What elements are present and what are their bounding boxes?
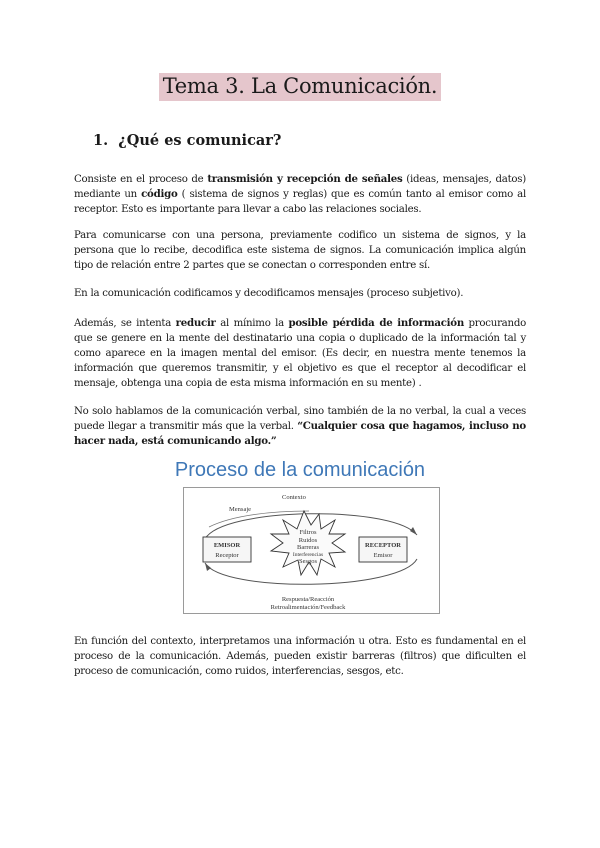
p4-bold-perdida: posible pérdida de información xyxy=(288,317,464,329)
barrier-barreras: Barreras xyxy=(296,544,320,551)
diagram-label-receptor: RECEPTOR xyxy=(365,542,401,549)
diagram-label-emisor: EMISOR xyxy=(213,542,241,549)
barrier-sesgos: Sesgos xyxy=(298,558,318,565)
section-heading xyxy=(93,132,281,149)
diagram-label-emisor-sub: Receptor xyxy=(215,552,239,559)
barrier-ruidos: Ruidos xyxy=(298,537,318,544)
communication-diagram-svg xyxy=(183,487,440,614)
p4-bold-reducir: reducir xyxy=(175,317,216,329)
diagram-label-retro: Retroalimentación/Feedback xyxy=(270,604,346,611)
section-heading-text: ¿Qué es comunicar? xyxy=(118,132,282,149)
communication-diagram xyxy=(183,487,440,614)
paragraph-codification: Para comunicarse con una persona, previamente codifico un sistema de signos, y la persona que lo recibe, decodifica este sistema de signos. La comunicación implica algún tipo de relación entre 2 partes que se conectan o corresponden entre sí. xyxy=(74,230,526,271)
section-number: 1. xyxy=(93,132,109,149)
diagram-label-contexto: Contexto xyxy=(282,494,306,501)
p1-text-a: Consiste en el proceso de xyxy=(74,174,208,185)
diagram-label-respuesta: Respuesta/Reacción xyxy=(281,596,335,603)
barrier-interferencias: Interferencias xyxy=(292,552,324,558)
p5-bold-quote: “Cualquier cosa que hagamos, incluso no hacer nada, está comunicando algo.” xyxy=(74,420,526,447)
p4-text-c: al mínimo la xyxy=(215,318,289,329)
title-wrapper xyxy=(0,73,600,101)
paragraph-information-loss xyxy=(74,316,526,391)
p1-bold-codigo: código xyxy=(141,188,178,200)
diagram-label-mensaje: Mensaje xyxy=(229,506,252,513)
p5-text-a: No solo hablamos de la comunicación verbal, sino también de la no verbal, la cual a veces puede llegar a transmitir más que la verbal. xyxy=(74,406,526,432)
paragraph-definition xyxy=(74,172,526,217)
p4-text-e: procurando que se genere en la mente del destinatario una copia o duplicado de la información tal y como aparece en la imagen mental del emisor. (Es decir, en nuestra mente tenemos la información que queremos transmitir, y el objetivo es que el receptor al decodificar el mensaje, obtenga una copia de esta misma información en su mente) . xyxy=(74,318,526,389)
paragraph-nonverbal xyxy=(74,404,526,449)
p1-text-e: ( sistema de signos y reglas) que es común tanto al emisor como al receptor. Esto es importante para llevar a cabo las relaciones sociales. xyxy=(74,189,526,215)
barrier-filtros: Filtros xyxy=(299,529,317,536)
p4-text-a: Además, se intenta xyxy=(74,318,176,329)
paragraph-subjective: En la comunicación codificamos y decodificamos mensajes (proceso subjetivo). xyxy=(74,288,464,299)
paragraph-context: En función del contexto, interpretamos una información u otra. Esto es fundamental en el proceso de la comunicación. Además, pueden existir barreras (filtros) que dificulten el proceso de comunicación, como ruidos, interferencias, sesgos, etc. xyxy=(74,636,526,677)
p1-text-c: (ideas, mensajes, datos) mediante un xyxy=(74,174,526,200)
page-title: Tema 3. La Comunicación. xyxy=(159,73,442,101)
diagram-label-receptor-sub: Emisor xyxy=(373,552,393,559)
diagram-title: Proceso de la comunicación xyxy=(174,459,426,481)
p1-bold-transmision: transmisión y recepción de señales xyxy=(207,173,403,185)
